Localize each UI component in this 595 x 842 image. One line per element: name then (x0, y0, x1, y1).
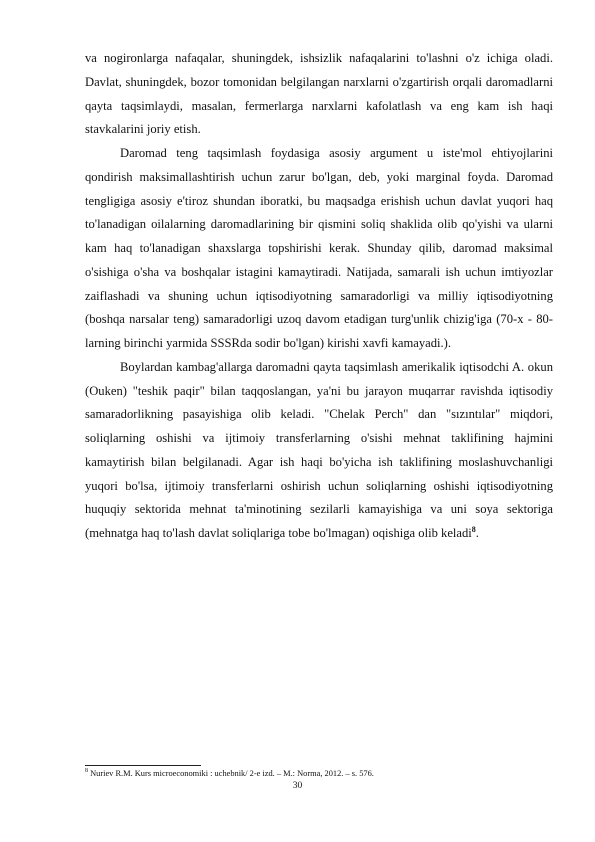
footnote (85, 768, 553, 779)
paragraph-3-text: Boylardan kambag'allarga daromadni qayta taqsimlash amerikalik iqtisodchi A. okun (Ouken) "teshik paqir" bilan taqqoslangan, ya'ni bu jarayon muqarrar ravishda iqtisodiy samaradorlikning pasayishiga olib keladi. "Chelak Perch" dan "sızıntılar" miqdori, soliqlarning oshishi va ijtimoiy transferlarning o'sishi mehnat taklifining hajmini kamaytirish bilan belgilanadi. Agar ish haqi bo'yicha ish taklifining moslashuvchanligi yuqori bo'lsa, ijtimoiy transferlarni oshirish uchun soliqlarning oshishi iqtisodiyotning huquqiy sektorida mehnat ta'minotining sezilarli kamayishiga va uni soya sektoriga (mehnatga haq to'lash davlat soliqlariga tobe bo'lmagan) oqishiga olib keladi (85, 359, 553, 540)
footnote-reference[interactable]: 8 (471, 524, 476, 534)
footnote-divider (85, 765, 201, 766)
paragraph-1: va nogironlarga nafaqalar, shuningdek, ishsizlik nafaqalarini to'lashni o'z ichiga oladi. Davlat, shuningdek, bozor tomonidan belgilangan narxlarni o'zgartirish orqali daromadlarni qayta taqsimlaydi, masalan, fermerlarga narxlarni kafolatlash va eng kam ish haqi stavkalarini joriy etish. (85, 51, 553, 137)
paragraph-3: Boylardan kambag'allarga daromadni qayta taqsimlash amerikalik iqtisodchi A. okun (Ouken) "teshik paqir" bilan taqqoslangan, ya'ni bu jarayon muqarrar ravishda iqtisodiy samaradorlikning pasayishiga olib keladi. "Chelak Perch" dan "sızıntılar" miqdori, soliqlarning oshishi va ijtimoiy transferlarning o'sishi mehnat taklifining hajmini kamaytirish bilan belgilanadi. Agar ish haqi bo'yicha ish taklifining moslashuvchanligi yuqori bo'lsa, ijtimoiy transferlarni oshirish uchun soliqlarning oshishi iqtisodiyotning huquqiy sektorida mehnat ta'minotining sezilarli kamayishiga va uni soya sektoriga (mehnatga haq to'lash davlat soliqlariga tobe bo'lmagan) oqishiga olib keladi$^8$. (85, 359, 553, 540)
footnote-marker: 8 (85, 768, 88, 775)
footnote-text: Nuriev R.M. Kurs microeconomiki : uchebnik/ 2-e izd. – M.: Norma, 2012. – s. 576. (90, 769, 374, 778)
page-number: 30 (292, 781, 303, 791)
paragraph-2: Daromad teng taqsimlash foydasiga asosiy argument u iste'mol ehtiyojlarini qondirish maksimallashtirish uchun zarur bo'lgan, deb, yoki marginal foyda. Daromad tengligiga asosiy e'tiroz shundan iboratki, bu maqsadga erishish uchun davlat yuqori haq to'lanadigan oilalarning daromadlarining bir qismini soliq shaklida olib qo'yishi va ularni kam haq to'lanadigan shaxslarga topshirishi kerak. Shunday qilib, daromad maksimal o'sishiga o'sha va boshqalar istagini kamaytiradi. Natijada, samarali ish uchun imtiyozlar zaiflashadi va shuning uchun iqtisodiyotning samaradorligi va milliy iqtisodiyotning (boshqa narsalar teng) samaradorligi uzoq davom etadigan turg'unlik chizig'iga (70-x - 80-larning birinchi yarmida SSSRda sodir bo'lgan) kirishi xavfi kamayadi.). (85, 146, 553, 350)
body-text (85, 47, 553, 546)
